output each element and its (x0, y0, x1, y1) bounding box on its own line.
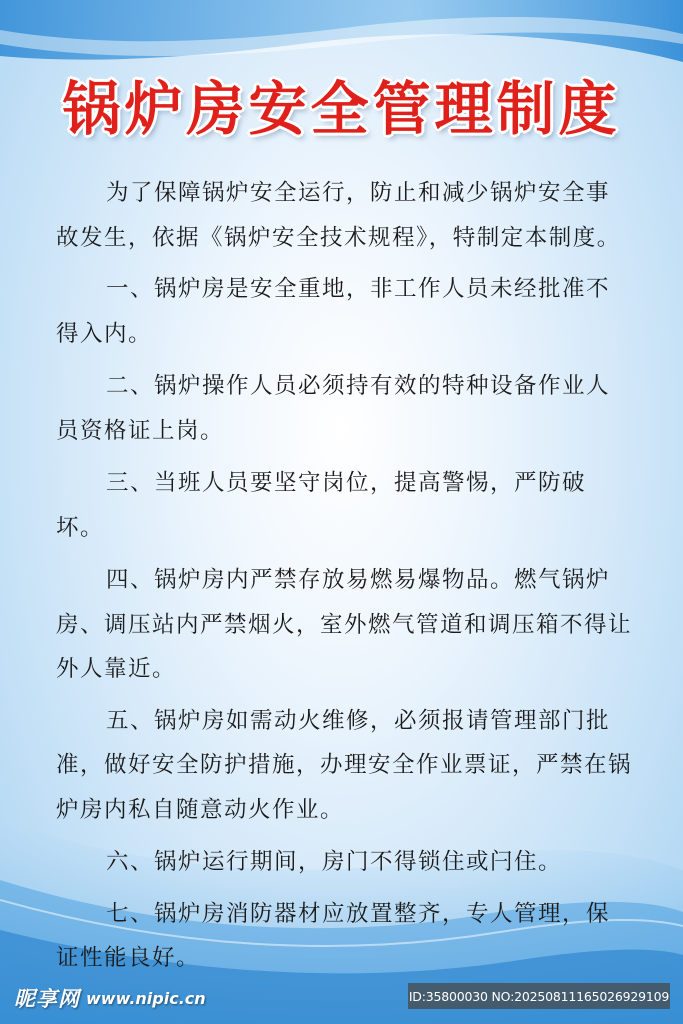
watermark-brand: 昵享网 (14, 987, 80, 1011)
watermark-logo (14, 984, 206, 1012)
rule-7: 七、锅炉房消防器材应放置整齐，专人管理，保证性能良好。 (56, 900, 611, 971)
rule-6: 六、锅炉运行期间，房门不得锁住或闩住。 (106, 849, 563, 875)
intro-paragraph: 为了保障锅炉安全运行，防止和减少锅炉安全事故发生，依据《锅炉安全技术规程》，特制定本制度。 (56, 180, 621, 251)
rule-3: 三、当班人员要坚守岗位，提高警惕，严防破坏。 (56, 470, 587, 541)
rule-2: 二、锅炉操作人员必须持有效的特种设备作业人员资格证上岗。 (56, 373, 611, 444)
rule-1: 一、锅炉房是安全重地，非工作人员未经批准不得入内。 (56, 276, 611, 347)
regulation-body (56, 171, 632, 981)
watermark-url: www.nipic.cn (86, 988, 206, 1008)
rule-5: 五、锅炉房如需动火维修，必须报请管理部门批准，做好安全防护措施，办理安全作业票证，严禁在锅炉房内私自随意动火作业。 (56, 707, 633, 823)
page-title: 锅炉房安全管理制度 (62, 75, 621, 143)
rule-4: 四、锅炉房内严禁存放易燃易爆物品。燃气锅炉房、调压站内严禁烟火，室外燃气管道和调压箱不得让外人靠近。 (56, 567, 633, 682)
watermark-id: ID:35800030 NO:20250811165026929109 (408, 983, 670, 1009)
